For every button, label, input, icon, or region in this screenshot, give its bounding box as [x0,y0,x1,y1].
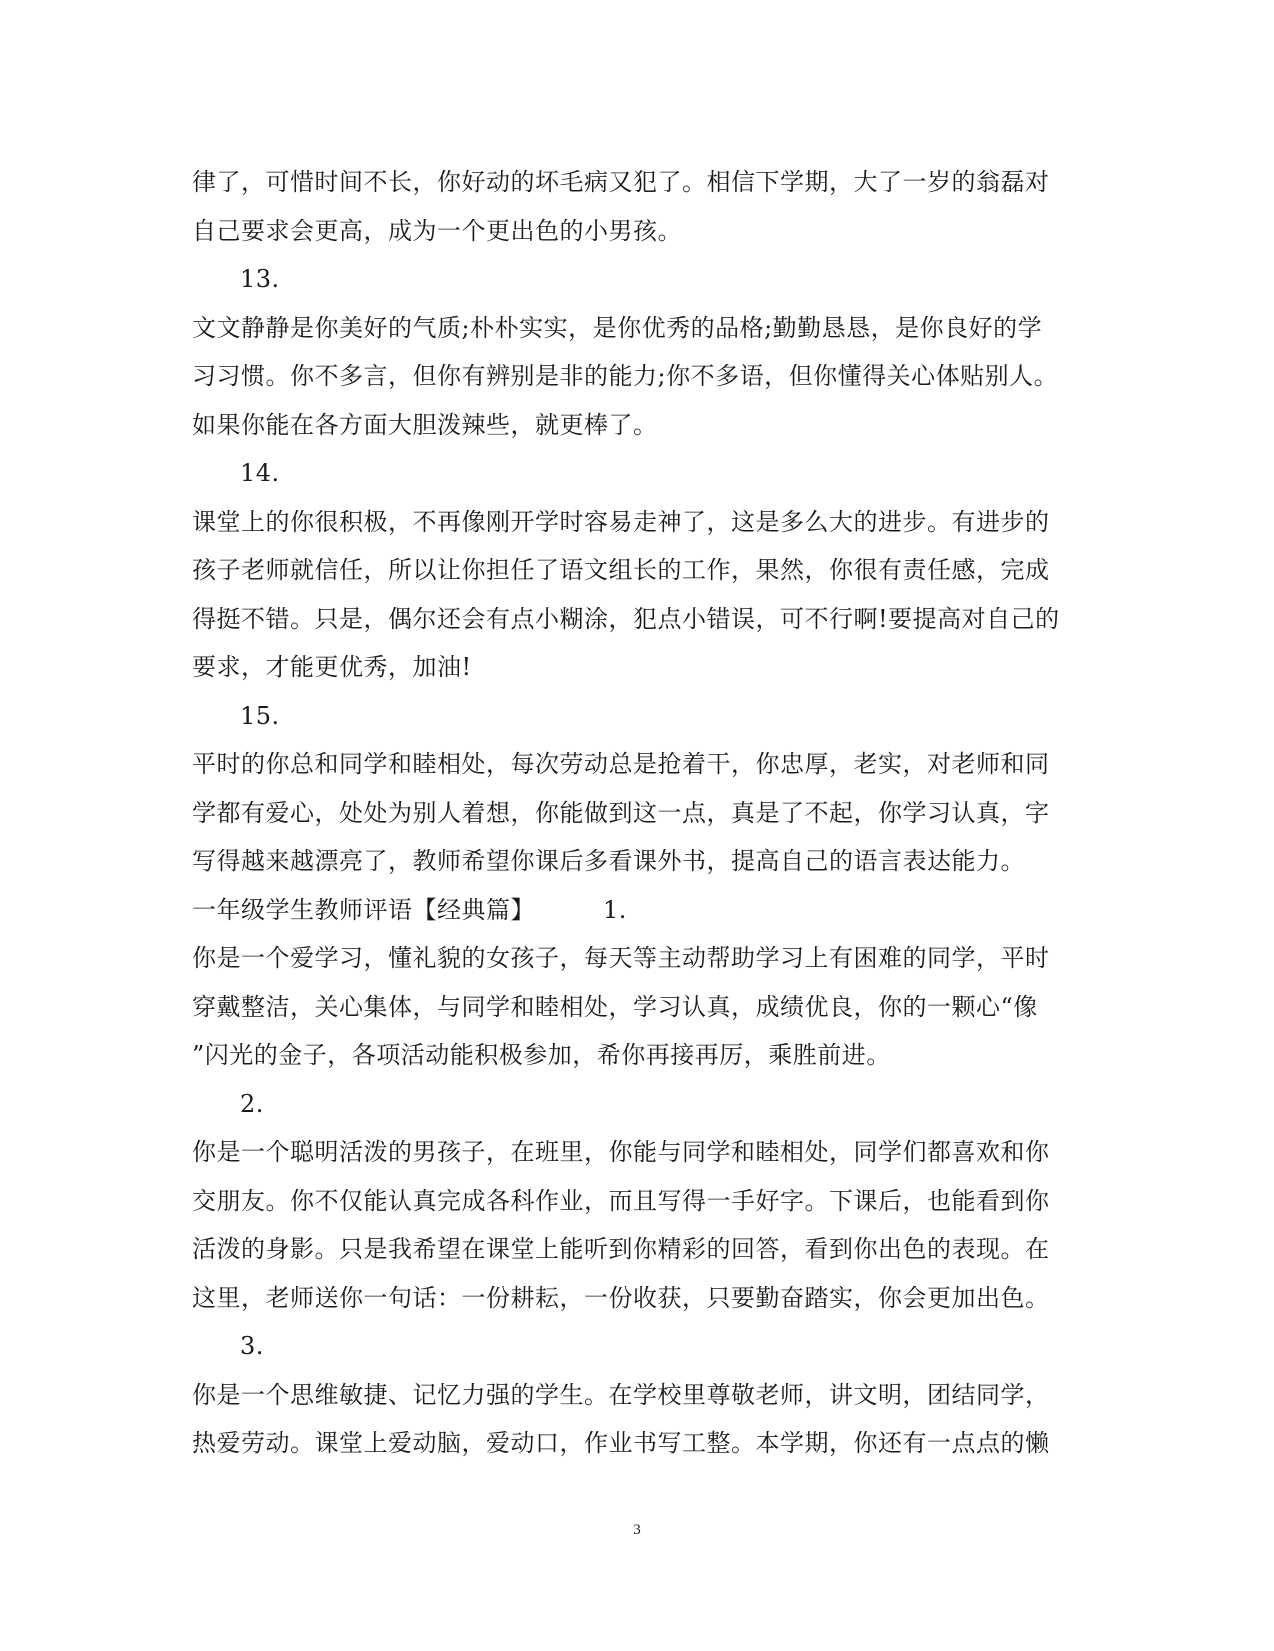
text-line: 文文静静是你美好的气质;朴朴实实，是你优秀的品格;勤勤恳恳，是你良好的学 [192,313,1043,342]
item-number: 2. [240,1089,264,1118]
text-line: 交朋友。你不仅能认真完成各科作业，而且写得一手好字。下课后，也能看到你 [192,1186,1050,1215]
text-line: 学都有爱心，处处为别人着想，你能做到这一点，真是了不起，你学习认真，字 [192,798,1050,827]
text-line: 活泼的身影。只是我希望在课堂上能听到你精彩的回答，看到你出色的表现。在 [192,1235,1050,1263]
paragraph [192,1371,1092,1468]
text-line: 你是一个爱学习，懂礼貌的女孩子，每天等主动帮助学习上有困难的同学，平时 [192,944,1050,972]
page-number: 3 [633,1522,641,1538]
text-line: 孩子老师就信任，所以让你担任了语文组长的工作，果然，你很有责任感，完成 [192,556,1050,584]
section-heading-number: 1. [603,895,627,924]
item-number: 14. [240,459,280,487]
text-line: 这里，老师送你一句话：一份耕耘，一份收获，只要勤奋踏实，你会更加出色。 [192,1283,1050,1312]
text-line: 习习惯。你不多言，但你有辨别是非的能力;你不多语，但你懂得关心体贴别人。 [192,362,1059,390]
section-heading [192,886,1092,935]
paragraph [192,158,1092,255]
document-body [192,158,1092,1468]
text-line: 你是一个聪明活泼的男孩子，在班里，你能与同学和睦相处，同学们都喜欢和你 [192,1138,1050,1166]
text-line: 得挺不错。只是，偶尔还会有点小糊涂，犯点小错误，可不行啊!要提高对自己的 [192,604,1060,633]
text-line: 如果你能在各方面大胆泼辣些，就更棒了。 [192,410,658,439]
item-number: 3. [240,1332,264,1360]
paragraph [192,1128,1092,1322]
text-line: 写得越来越漂亮了，教师希望你课后多看课外书，提高自己的语言表达能力。 [192,847,1025,875]
text-line: 平时的你总和同学和睦相处，每次劳动总是抢着干，你忠厚，老实，对老师和同 [192,750,1050,778]
text-line: 热爱劳动。课堂上爱动脑，爱动口，作业书写工整。本学期，你还有一点点的懒 [192,1429,1050,1457]
paragraph [192,304,1092,450]
text-line: 课堂上的你很积极，不再像刚开学时容易走神了，这是多么大的进步。有进步的 [192,507,1050,536]
item-number: 13. [240,265,280,293]
text-line: 要求，才能更优秀，加油! [192,653,472,681]
text-line: ”闪光的金子，各项活动能积极参加，希你再接再厉，乘胜前进。 [192,1041,891,1069]
text-line: 你是一个思维敏捷、记忆力强的学生。在学校里尊敬老师，讲文明，团结同学， [192,1380,1050,1409]
paragraph [192,498,1092,692]
paragraph [192,934,1092,1080]
section-heading-title: 一年级学生教师评语【经典篇】 [192,895,535,924]
paragraph [192,740,1092,886]
item-number: 15. [240,701,280,730]
text-line: 自己要求会更高，成为一个更出色的小男孩。 [192,216,682,245]
text-line: 律了，可惜时间不长，你好动的坏毛病又犯了。相信下学期，大了一岁的翁磊对 [192,168,1050,196]
text-line: 穿戴整洁，关心集体，与同学和睦相处，学习认真，成绩优良，你的一颗心“像 [192,992,1038,1021]
